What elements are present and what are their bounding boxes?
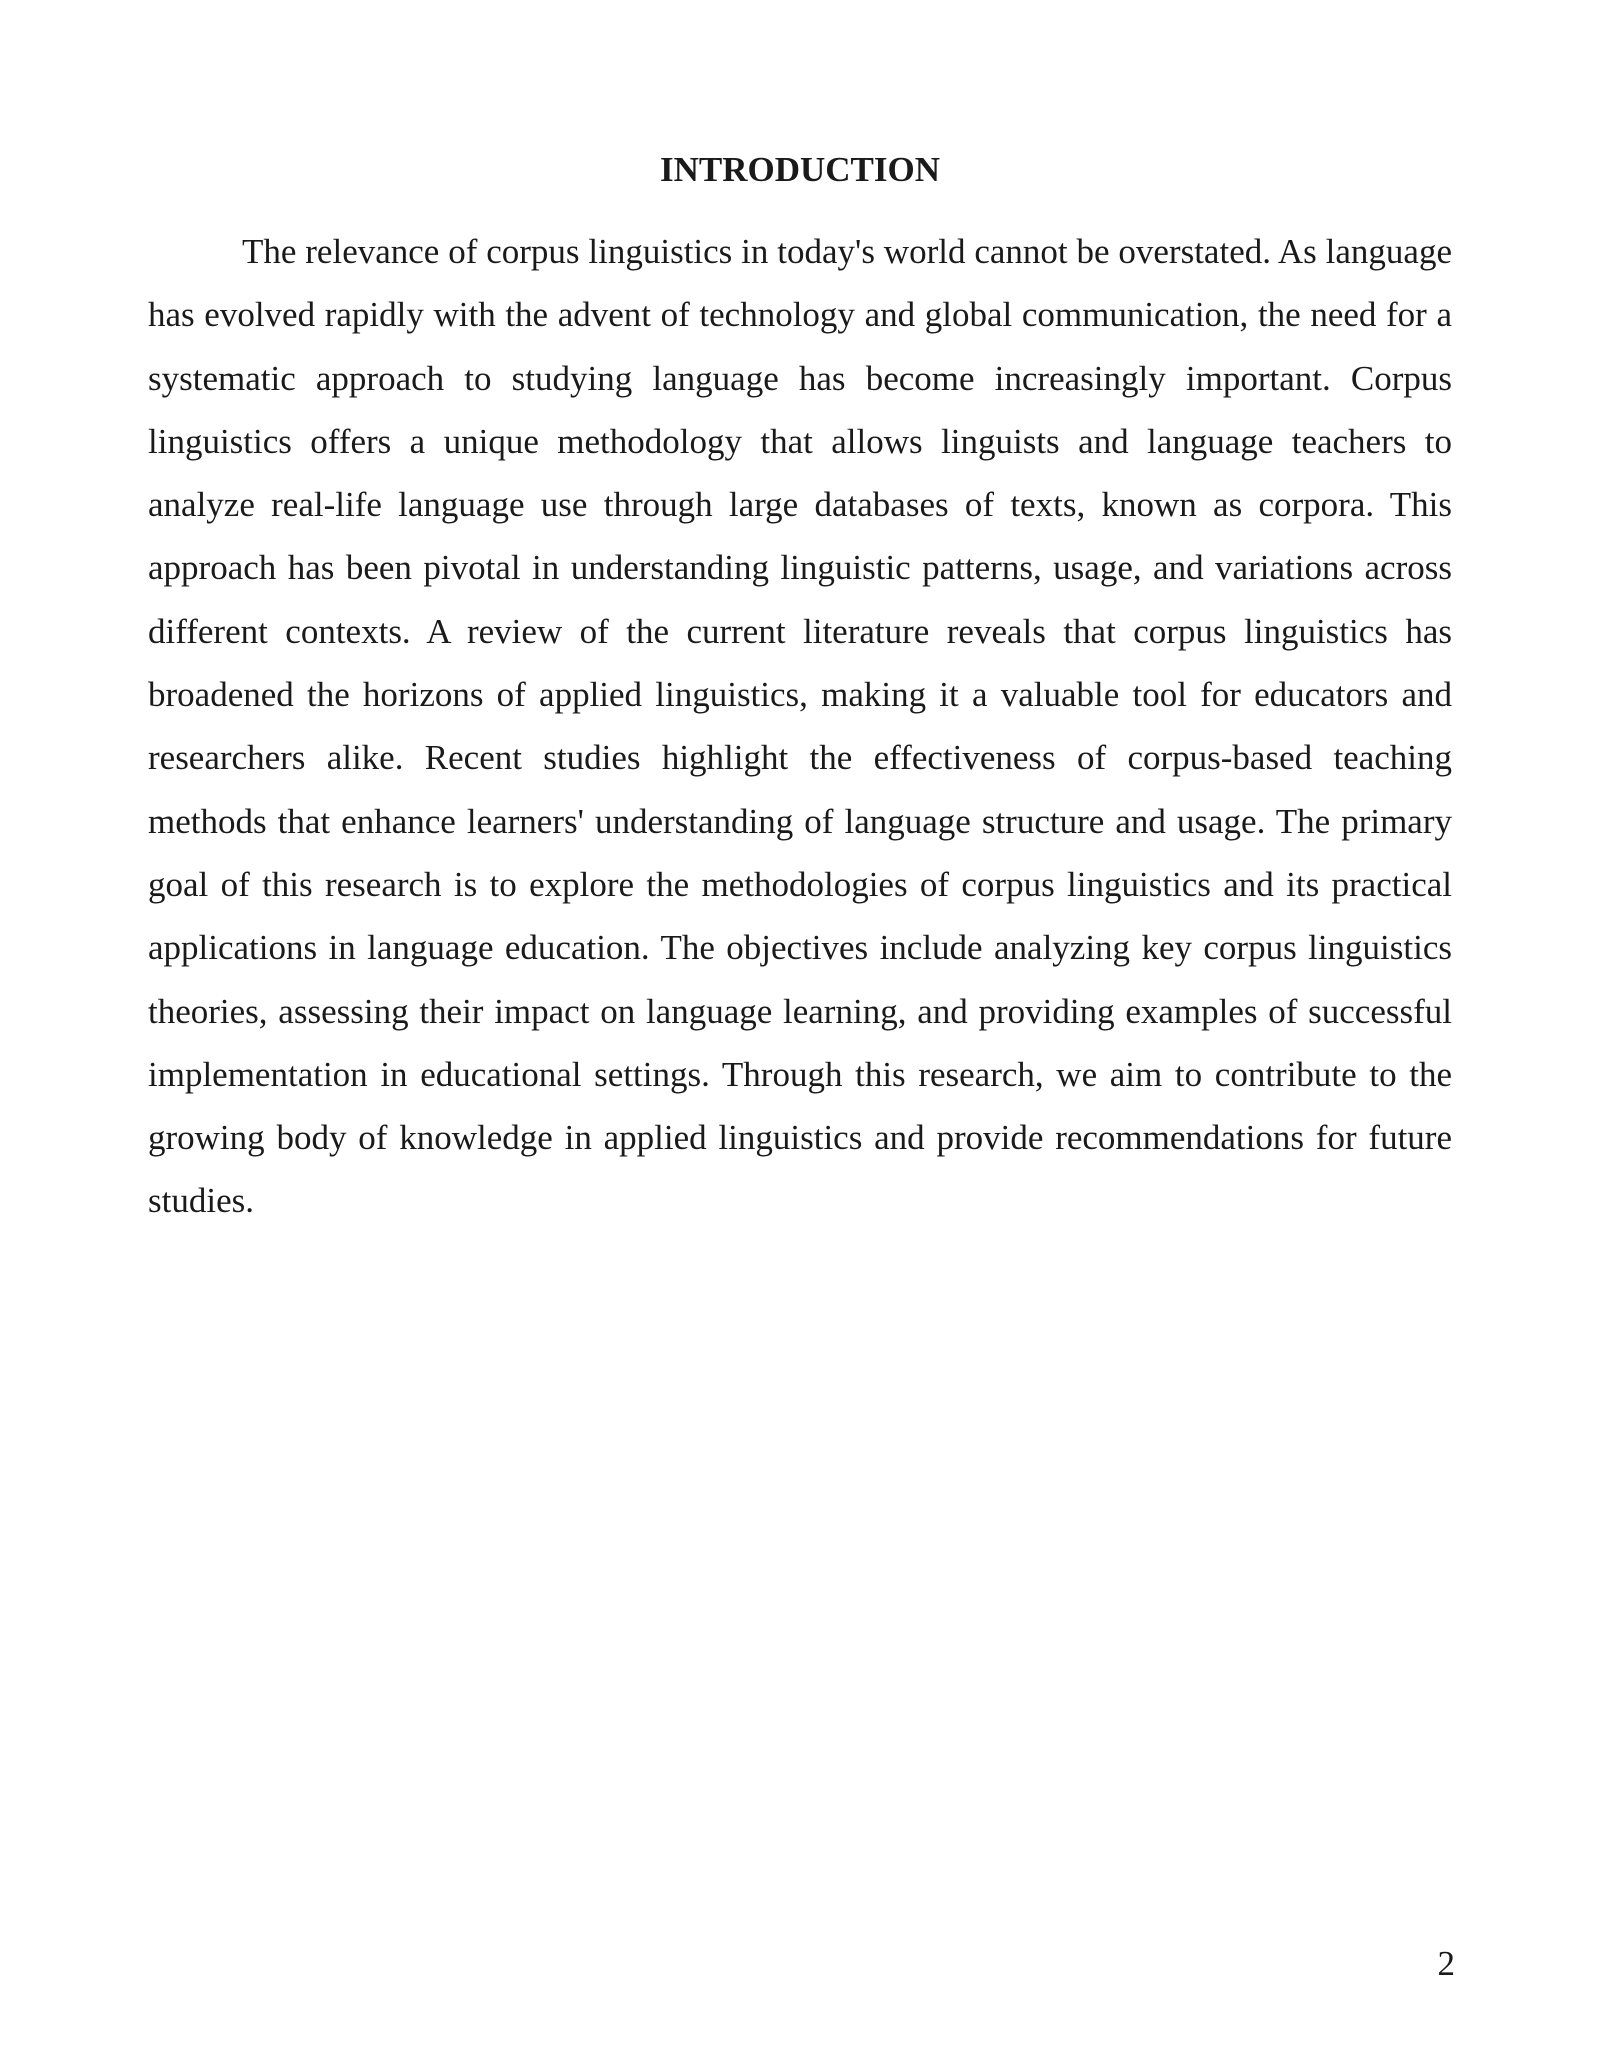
introduction-paragraph: The relevance of corpus linguistics in today's world cannot be overstated. As language has evolved rapidly with the advent of technology and global communication, the need for a systematic approach to studying language has become increasingly important. Corpus linguistics offers a unique methodology that allows linguists and language teachers to analyze real-life language use through large databases of texts, known as corpora. This approach has been pivotal in understanding linguistic patterns, usage, and variations across different contexts. A review of the current literature reveals that corpus linguistics has broadened the horizons of applied linguistics, making it a valuable tool for educators and researchers alike. Recent studies highlight the effectiveness of corpus-based teaching methods that enhance learners' understanding of language structure and usage. The primary goal of this research is to explore the methodologies of corpus linguistics and its practical applications in language education. The objectives include analyzing key corpus linguistics theories, assessing their impact on language learning, and providing examples of successful implementation in educational settings. Through this research, we aim to contribute to the growing body of knowledge in applied linguistics and provide recommendations for future studies. bbox=[148, 232, 1452, 1221]
page-number: 2 bbox=[1437, 1944, 1455, 1983]
section-heading: INTRODUCTION bbox=[659, 150, 941, 189]
